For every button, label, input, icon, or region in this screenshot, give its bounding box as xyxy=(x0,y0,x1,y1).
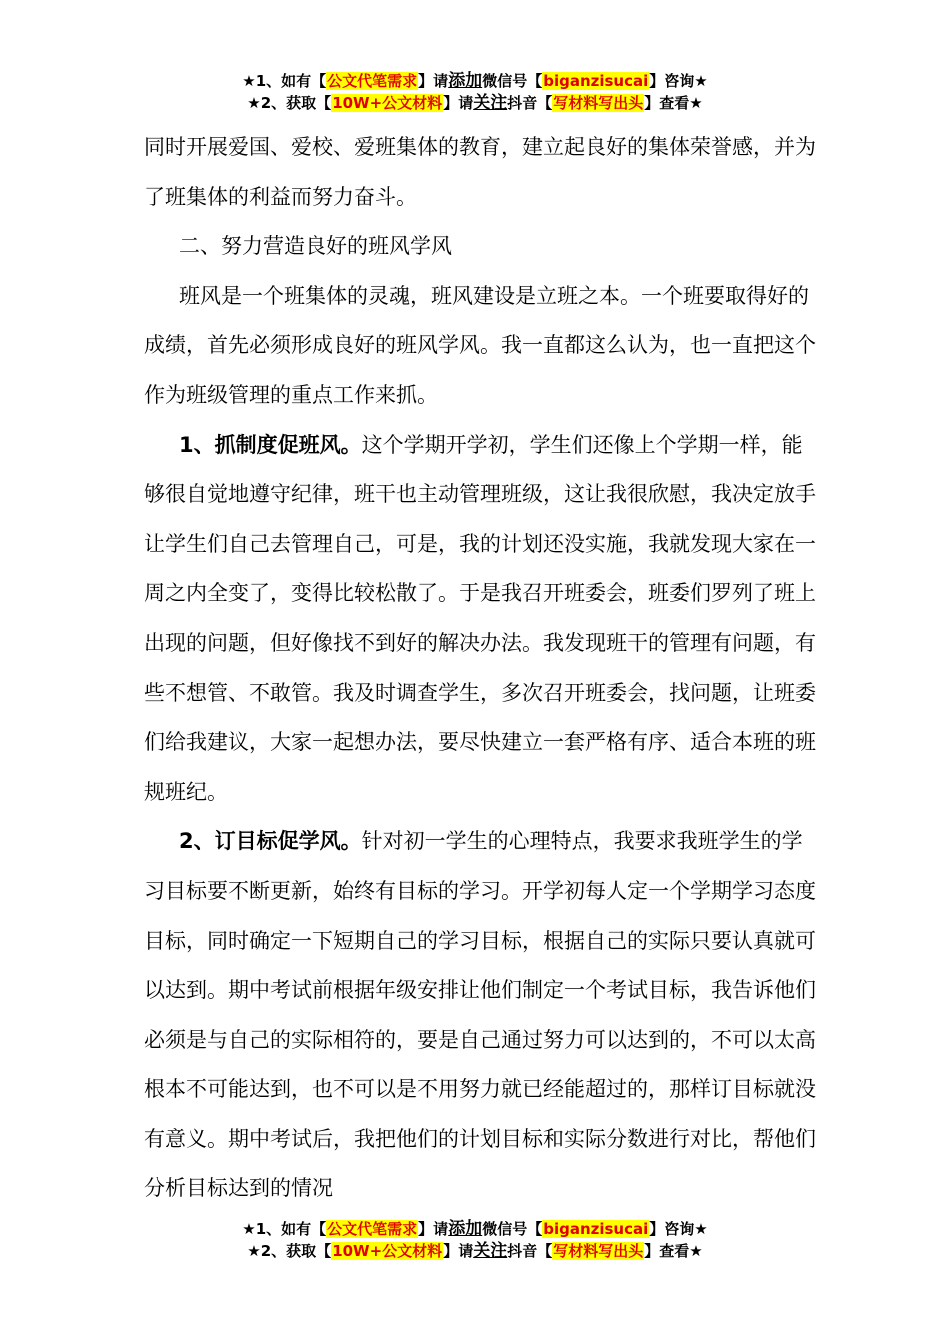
banner-text: 】请 xyxy=(418,72,449,90)
item-2-text: 针对初一学生的心理特点，我要求我班学生的学习目标要不断更新，始终有目标的学习。开学初每人定一个学期学习态度目标，同时确定一下短期自己的学习目标，根据自己的实际只要认真就可以达到。期中考试前根据年级安排让他们制定一个考试目标，我告诉他们必须是与自己的实际相符的，要是自己通过努力可以达到的，不可以太高根本不可能达到，也不可以是不用努力就已经能超过的，那样订目标就没有意义。期中考试后，我把他们的计划目标和实际分数进行对比，帮他们分析目标达到的情况 xyxy=(144,829,816,1201)
emphasis-add: 添加 xyxy=(448,1219,483,1239)
header-banner xyxy=(0,70,950,114)
paragraph-item-2 xyxy=(144,817,816,1214)
highlight-materials: 10W+公文材料 xyxy=(332,94,443,112)
highlight-wechat-id: biganzisucai xyxy=(543,72,649,90)
banner-text: 抖音【 xyxy=(507,1242,553,1260)
emphasis-follow: 关注 xyxy=(473,1241,508,1261)
banner-text: 】请 xyxy=(443,1242,474,1260)
banner-text: ★1、如有【 xyxy=(242,1220,327,1238)
highlight-wechat-id: biganzisucai xyxy=(543,1220,649,1238)
banner-line-1 xyxy=(0,70,950,92)
banner-text: ★2、获取【 xyxy=(247,94,332,112)
banner-text: 抖音【 xyxy=(507,94,553,112)
banner-text: 】咨询★ xyxy=(649,1220,708,1238)
document-body xyxy=(144,123,816,1214)
paragraph-class-style: 班风是一个班集体的灵魂，班风建设是立班之本。一个班要取得好的成绩，首先必须形成良好的班风学风。我一直都这么认为，也一直把这个作为班级管理的重点工作来抓。 xyxy=(144,283,816,407)
paragraph-continuation: 同时开展爱国、爱校、爱班集体的教育，建立起良好的集体荣誉感，并为了班集体的利益而努力奋斗。 xyxy=(144,135,816,209)
banner-text: 】请 xyxy=(418,1220,449,1238)
banner-text: ★2、获取【 xyxy=(247,1242,332,1260)
highlight-douyin: 写材料写出头 xyxy=(553,1242,644,1260)
highlight-douyin: 写材料写出头 xyxy=(553,94,644,112)
item-1-text: 这个学期开学初，学生们还像上个学期一样，能够很自觉地遵守纪律，班干也主动管理班级，这让我很欣慰，我决定放手让学生们自己去管理自己，可是，我的计划还没实施，我就发现大家在一周之内全变了，变得比较松散了。于是我召开班委会，班委们罗列了班上出现的问题，但好像找不到好的解决办法。我发现班干的管理有问题，有些不想管、不敢管。我及时调查学生，多次召开班委会，找问题，让班委们给我建议，大家一起想办法，要尽快建立一套严格有序、适合本班的班规班纪。 xyxy=(144,432,816,804)
banner-line-2 xyxy=(0,92,950,114)
banner-text: 】查看★ xyxy=(644,1242,703,1260)
footer-banner xyxy=(0,1218,950,1262)
banner-line-2 xyxy=(0,1240,950,1262)
banner-text: 】请 xyxy=(443,94,474,112)
emphasis-follow: 关注 xyxy=(473,93,508,113)
banner-text: 】咨询★ xyxy=(649,72,708,90)
highlight-service: 公文代笔需求 xyxy=(327,1220,418,1238)
banner-line-1 xyxy=(0,1218,950,1240)
highlight-materials: 10W+公文材料 xyxy=(332,1242,443,1260)
banner-text: ★1、如有【 xyxy=(242,72,327,90)
paragraph-item-1 xyxy=(144,421,816,818)
banner-text: 微信号【 xyxy=(482,72,543,90)
banner-text: 】查看★ xyxy=(644,94,703,112)
emphasis-add: 添加 xyxy=(448,71,483,91)
item-1-lead: 1、抓制度促班风。 xyxy=(179,432,362,457)
section-heading: 二、努力营造良好的班风学风 xyxy=(179,234,452,259)
banner-text: 微信号【 xyxy=(482,1220,543,1238)
highlight-service: 公文代笔需求 xyxy=(327,72,418,90)
item-2-lead: 2、订目标促学风。 xyxy=(179,829,362,854)
